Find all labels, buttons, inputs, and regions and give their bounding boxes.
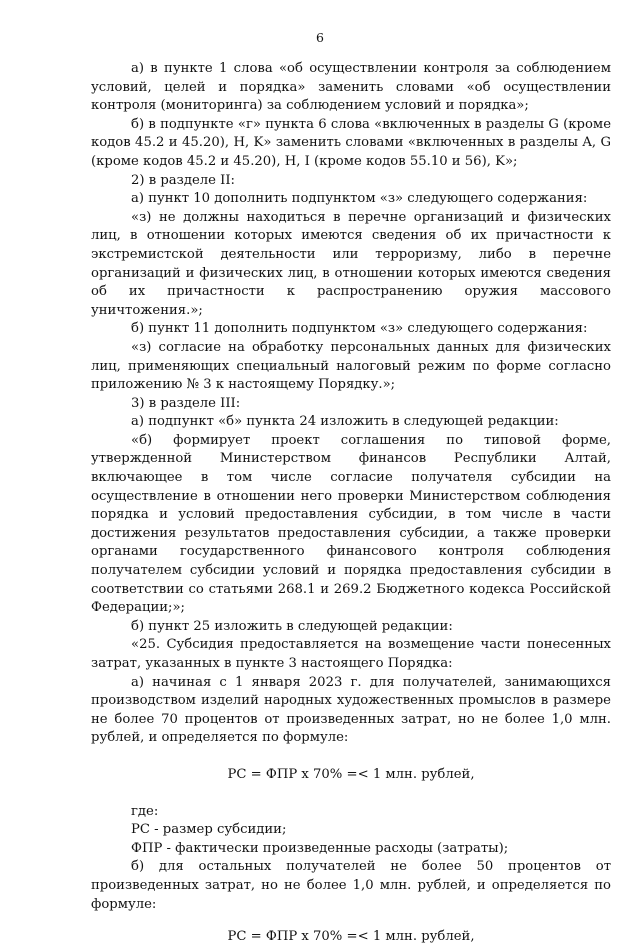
paragraph-section-2: 2) в разделе II: <box>131 172 235 188</box>
paragraph-where: где: <box>131 803 159 819</box>
paragraph-3a-quote: «б) формирует проект соглашения по типовой форме, утвержденной Министерством финансов Республики Алтай, включающее в том числе согласие получателя субсидии на осуществление в отношении него проверки Министерством соблюдения порядка и условий предоставления субсидии, в том числе в части достижения результатов предоставления субсидии, а также проверки органами государственного финансового контроля соблюдения получателем субсидии условий и порядка предоставления субсидии в соответствии со статьями 268.1 и 269.2 Бюджетного кодекса Российской Федерации;»; <box>91 432 611 616</box>
paragraph-3b: б) пункт 25 изложить в следующей редакции: <box>131 618 453 634</box>
paragraph-2a-quote: «з) не должны находиться в перечне организаций и физических лиц, в отношении которых имеются сведения об их причастности к экстремистской деятельности или терроризму, либо в перечне организаций и физических лиц, в отношении которых имеются сведения об их причастности к распространению оружия массового уничтожения.»; <box>91 209 611 318</box>
document-body <box>91 60 611 947</box>
formula-1: РС = ФПР х 70% =< 1 млн. рублей, <box>227 766 475 782</box>
formula-2: РС = ФПР х 70% =< 1 млн. рублей, <box>227 929 475 945</box>
paragraph-25: «25. Субсидия предоставляется на возмещение части понесенных затрат, указанных в пункте 3 настоящего Порядка: <box>91 637 611 671</box>
paragraph-2a: а) пункт 10 дополнить подпунктом «з» следующего содержания: <box>131 191 588 207</box>
paragraph-1a: а) в пункте 1 слова «об осуществлении контроля за соблюдением условий, целей и порядка» заменить словами «об осуществлении контроля (мониторинга) за соблюдением условий и порядка»; <box>91 61 611 114</box>
paragraph-25b: б) для остальных получателей не более 50 процентов от произведенных затрат, но не более 1,0 млн. рублей, и определяется по формуле: <box>91 859 611 912</box>
page-number: 6 <box>316 30 324 45</box>
paragraph-25a: а) начиная с 1 января 2023 г. для получателей, занимающихся производством изделий народных художественных промыслов в размере не более 70 процентов от произведенных затрат, но не более 1,0 млн. рублей, и определяется по формуле: <box>91 674 611 746</box>
paragraph-fpr-def: ФПР - фактически произведенные расходы (затраты); <box>131 840 509 856</box>
paragraph-rs-def: РС - размер субсидии; <box>131 822 287 838</box>
paragraph-2b-quote: «з) согласие на обработку персональных данных для физических лиц, применяющих специальный налоговый режим по форме согласно приложению № 3 к настоящему Порядку.»; <box>91 339 611 393</box>
paragraph-3a: а) подпункт «б» пункта 24 изложить в следующей редакции: <box>131 414 559 430</box>
paragraph-1b: б) в подпункте «г» пункта 6 слова «включенных в разделы G (кроме кодов 45.2 и 45.20), H, K» заменить словами «включенных в разделы A, G (кроме кодов 45.2 и 45.20), H, I (кроме кодов 55.10 и 56), K»; <box>91 116 611 169</box>
paragraph-2b: б) пункт 11 дополнить подпунктом «з» следующего содержания: <box>131 321 588 337</box>
paragraph-section-3: 3) в разделе III: <box>131 395 241 411</box>
